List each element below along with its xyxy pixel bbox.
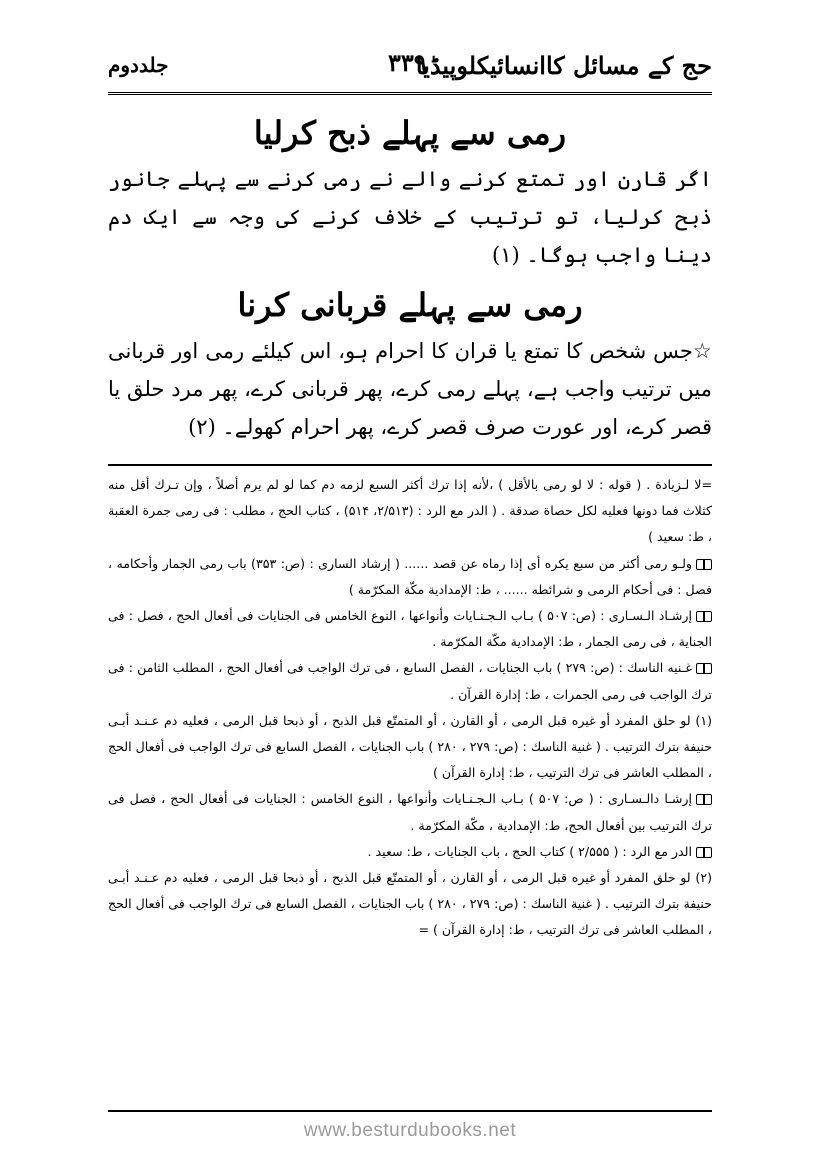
footnote-reference [108, 551, 712, 603]
footnote: (۱) لو حلق المفرد أو غيره قبل الرمى ، أو القارن ، أو المتمتّع قبل الذبح ، أو ذبحا قبل الرمى ، فعليه دم عـنـد أبـى حنيفة بترك الترتيب . ( غنية الناسك : (ص: ۲۷۹ ، ۲۸۰ ) باب الجنايات ، الفصل السابع فى ترك الواجب فى أفعال الحج ، المطلب العاشر فى ترك الترتيب ، ط: إدارة القرآن ) [108, 712, 712, 781]
page-number: ۳۳۹ [388, 48, 427, 77]
footnote-text: إرشـا دالـسـارى : ( ص: ۵۰۷ ) بـاب الـجـنـايات وأنواعها ، النوع الخامس : الجنايات فى أفعال الحج ، فصل فى ترك الترتيب بين أفعال الحج، ط: الإمدادية ، مكّة المكرّمة . [108, 791, 712, 833]
footnote-reference [108, 603, 712, 655]
footnote-reference [108, 839, 712, 865]
section-body-2-text: جس شخص کا تمتع یا قران کا احرام ہو، اس کیلئے رمی اور قربانی میں ترتیب واجب ہے، پہلے رمی کرے، پھر قربانی کرے، پھر مرد حلق یا قصر کرے، اور عورت صرف قصر کرے، پھر احرام کھولے۔ (۲) [108, 339, 712, 439]
main-content [108, 100, 712, 446]
footnote-text: غـنيه الناسك : (ص: ۲۷۹ ) باب الجنايات ، الفصل السابع ، فى ترك الواجب فى أفعال الحج ، المطلب الثامن : فى ترك الواجب فى رمى الجمرات ، ط: إدارة القرآن . [108, 660, 712, 702]
book-icon [696, 559, 712, 570]
footnote: (۲) لو حلق المفرد أو غيره قبل الرمى ، أو القارن ، أو المتمتّع قبل الذبح ، أو ذبحا قبل الرمى ، فعليه دم عـنـد أبـى حنيفة بترك الترتيب . ( غنية الناسك : (ص: ۲۷۹ ، ۲۸۰ ) باب الجنايات ، الفصل السابع فى ترك الواجب فى أفعال الحج ، المطلب العاشر فى ترك الترتيب ، ط: إدارة القرآن ) = [108, 870, 712, 938]
website-watermark: www.besturdubooks.net [303, 1120, 517, 1141]
footnote-text: إرشـاد الـسـارى : (ص: ۵۰۷ ) بـاب الـجـنـايات وأنواعها ، النوع الخامس فى الجنايات فى أفعال الحج ، فصل : فى الجناية ، فى رمى الجمار ، ط: الإمدادية مكّة المكرّمة . [108, 608, 712, 650]
footer-divider [108, 1110, 712, 1112]
book-icon [696, 794, 712, 805]
book-icon [696, 847, 712, 858]
volume-label: جلددوم [108, 53, 169, 77]
book-icon [696, 663, 712, 674]
footnote-divider [108, 464, 712, 466]
running-title: حج کے مسائل کاانسائیکلوپیڈیا [415, 50, 712, 80]
section-heading-2: رمی سے پہلے قربانی کرنا [237, 286, 583, 324]
section-body-1: اگر قارن اور تمتع کرنے والے نے رمی کرنے سے پہلے جانور ذبح کرلیا، تو ترتیب کے خلاف کرنے کی وجہ سے ایک دم دینا واجب ہوگا۔ (۱) [108, 167, 712, 267]
footnote: =لا لـزيادة . ( قوله : لا لو رمى بالأقل ) ،لأنه إذا ترك أكثر السبع لزمه دم كما لو لم يرم أصلاً ، وإن تـرك أقل منه كثلاث فما دونها فعليه لكل حصاة صدقة . ( الدر مع الرد : (۲/۵۱۳، ۵۱۴) ، كتاب الحج ، مطلب : فى رمى جمرة العقبة ، ط: سعيد ) [108, 477, 712, 545]
section-body-2 [108, 332, 712, 446]
book-icon [696, 611, 712, 622]
section-heading-1: رمی سے پہلے ذبح کرلیا [253, 114, 567, 152]
footnote-reference [108, 786, 712, 838]
footnote-text: الدر مع الرد : ( ۲/۵۵۵ ) كتاب الحج ، باب الجنايات ، ط: سعيد . [367, 843, 692, 859]
header-divider [108, 92, 712, 95]
star-icon: ☆ [692, 339, 713, 363]
footnote-text: ولـو رمى أكثر من سبع يكره أى إذا رماه عن قصد ...... ( إرشاد السارى : (ص: ۳۵۳) باب رمى الجمار وأحكامه ، فصل : فى أحكام الرمى و شرائطه ...... ، ط: الإمدادية مكّة المكرّمة ) [108, 555, 712, 597]
footnote-reference [108, 655, 712, 707]
footnotes [108, 472, 712, 944]
